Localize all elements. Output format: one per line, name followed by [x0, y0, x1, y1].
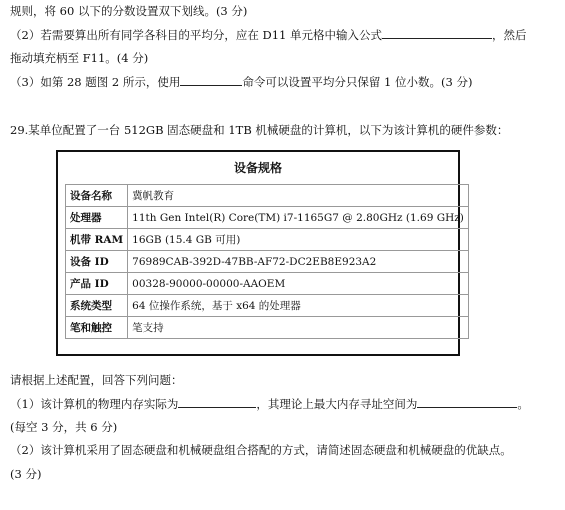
spec-value: 冀帆教育	[128, 185, 469, 207]
spec-value: 64 位操作系统，基于 x64 的处理器	[128, 295, 469, 317]
question-2-line	[10, 27, 526, 43]
answer-blank	[382, 27, 492, 39]
spec-key: 处理器	[66, 207, 128, 229]
question-2-text: （2）该计算机采用了固态硬盘和机械硬盘组合搭配的方式，请简述固态硬盘和机械硬盘的优缺点。	[10, 443, 512, 457]
spec-value: 16GB (15.4 GB 可用)	[128, 229, 469, 251]
question-1-line	[10, 396, 529, 412]
question-1-score: (每空 3 分，共 6 分)	[10, 420, 118, 434]
answer-blank	[417, 396, 517, 408]
text-line: 规则，将 60 以下的分数设置双下划线。(3 分)	[10, 4, 248, 18]
spec-row	[66, 273, 469, 295]
question-2-suffix: ，然后	[491, 28, 527, 42]
question-3-suffix: 命令可以设置平均分只保留 1 位小数。(3 分)	[242, 75, 473, 89]
spec-value: 00328-90000-00000-AAOEM	[128, 273, 469, 295]
spec-key: 系统类型	[66, 295, 128, 317]
question-29-stem: 29.某单位配置了一台 512GB 固态硬盘和 1TB 机械硬盘的计算机，以下为该计算机的硬件参数：	[10, 123, 509, 137]
spec-value: 笔支持	[128, 317, 469, 339]
questions-intro: 请根据上述配置，回答下列问题：	[10, 373, 183, 387]
spec-key: 笔和触控	[66, 317, 128, 339]
question-2-text: （2）若需要算出所有同学各科目的平均分，应在 D11 单元格中输入公式	[10, 28, 382, 42]
question-1-end: 。	[517, 397, 529, 411]
spec-row	[66, 207, 469, 229]
question-3-line	[10, 74, 472, 90]
spec-value: 11th Gen Intel(R) Core(TM) i7-1165G7 @ 2.80GHz (1.69 GHz)	[128, 207, 469, 229]
spec-value: 76989CAB-392D-47BB-AF72-DC2EB8E923A2	[128, 251, 469, 273]
question-3-text: （3）如第 28 题图 2 所示，使用	[10, 75, 181, 89]
question-1-text: （1）该计算机的物理内存实际为	[10, 397, 179, 411]
question-1-middle: ，其理论上最大内存寻址空间为	[256, 397, 418, 411]
answer-blank	[178, 396, 256, 408]
spec-row	[66, 317, 469, 339]
spec-table	[65, 184, 469, 339]
spec-key: 产品 ID	[66, 273, 128, 295]
text-line: 拖动填充柄至 F11。(4 分)	[10, 51, 149, 65]
spec-row	[66, 185, 469, 207]
spec-key: 机带 RAM	[66, 229, 128, 251]
spec-row	[66, 295, 469, 317]
spec-title: 设备规格	[233, 161, 282, 175]
spec-panel	[56, 150, 464, 356]
spec-key: 设备 ID	[66, 251, 128, 273]
spec-key: 设备名称	[66, 185, 128, 207]
question-2-score: (3 分)	[10, 467, 42, 481]
answer-blank	[180, 74, 242, 86]
spec-row	[66, 229, 469, 251]
spec-row	[66, 251, 469, 273]
